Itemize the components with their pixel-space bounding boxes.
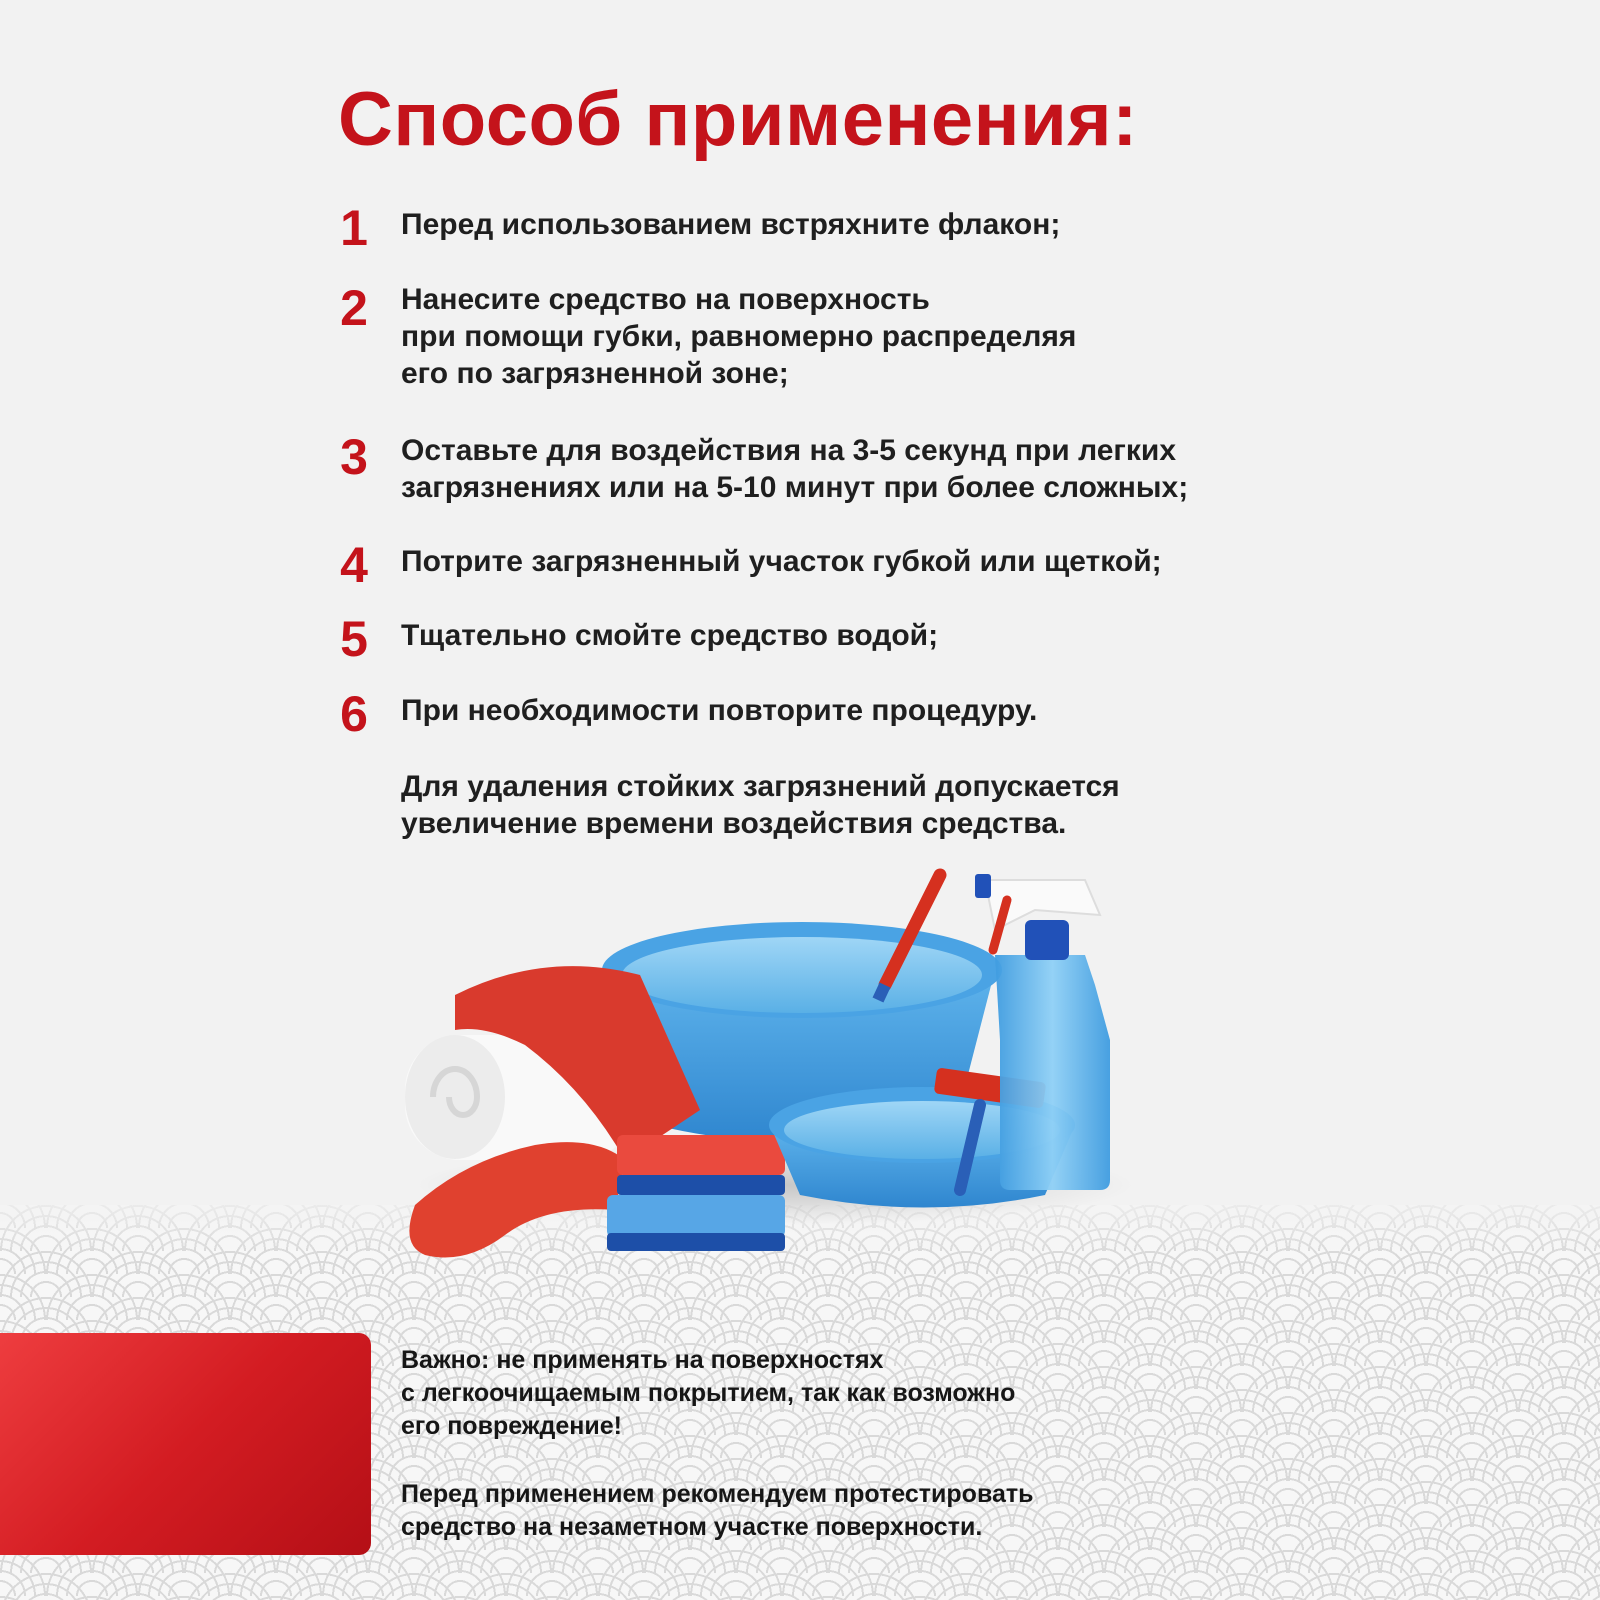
note-line-1: Для удаления стойких загрязнений допускается bbox=[401, 770, 1120, 803]
step-3-line-2: загрязнениях или на 5-10 минут при более сложных; bbox=[401, 471, 1189, 504]
step-5-line-1: Тщательно смойте средство водой; bbox=[401, 619, 939, 652]
test-line-1: Перед применением рекомендуем протестировать bbox=[401, 1480, 1034, 1508]
step-text-2 bbox=[401, 281, 1341, 392]
step-number-2: 2 bbox=[340, 280, 368, 336]
step-3-line-1: Оставьте для воздействия на 3-5 секунд при легких bbox=[401, 434, 1177, 467]
step-2-line-1: Нанесите средство на поверхность bbox=[401, 283, 930, 316]
step-4-line-1: Потрите загрязненный участок губкой или щеткой; bbox=[401, 545, 1162, 578]
warning-line-3: его повреждение! bbox=[401, 1412, 622, 1440]
page-title: Способ применения: bbox=[338, 77, 1138, 162]
test-recommendation bbox=[401, 1478, 1281, 1544]
step-2-line-3: его по загрязненной зоне; bbox=[401, 357, 789, 390]
warning-line-2: с легкоочищаемым покрытием, так как возможно bbox=[401, 1379, 1016, 1407]
step-number-3: 3 bbox=[340, 429, 368, 485]
step-text-5 bbox=[401, 617, 1341, 654]
step-text-1 bbox=[401, 206, 1341, 243]
extra-note bbox=[401, 768, 1341, 842]
step-number-6: 6 bbox=[340, 686, 368, 742]
cleaning-supplies-illustration bbox=[395, 860, 1155, 1310]
sponges bbox=[607, 1135, 785, 1251]
step-number-5: 5 bbox=[340, 611, 368, 667]
warning-line-1: Важно: не применять на поверхностях bbox=[401, 1346, 884, 1374]
red-accent-block bbox=[0, 1333, 371, 1555]
step-6-line-1: При необходимости повторите процедуру. bbox=[401, 694, 1038, 727]
warning-text bbox=[401, 1344, 1281, 1443]
step-text-3 bbox=[401, 432, 1341, 506]
step-2-line-2: при помощи губки, равномерно распределяя bbox=[401, 320, 1077, 353]
test-line-2: средство на незаметном участке поверхности. bbox=[401, 1513, 983, 1541]
step-text-4 bbox=[401, 543, 1341, 580]
rubber-gloves bbox=[409, 1142, 625, 1257]
step-number-4: 4 bbox=[340, 537, 368, 593]
step-text-6 bbox=[401, 692, 1341, 729]
note-line-2: увеличение времени воздействия средства. bbox=[401, 807, 1067, 840]
step-1-line-1: Перед использованием встряхните флакон; bbox=[401, 208, 1061, 241]
step-number-1: 1 bbox=[340, 200, 368, 256]
